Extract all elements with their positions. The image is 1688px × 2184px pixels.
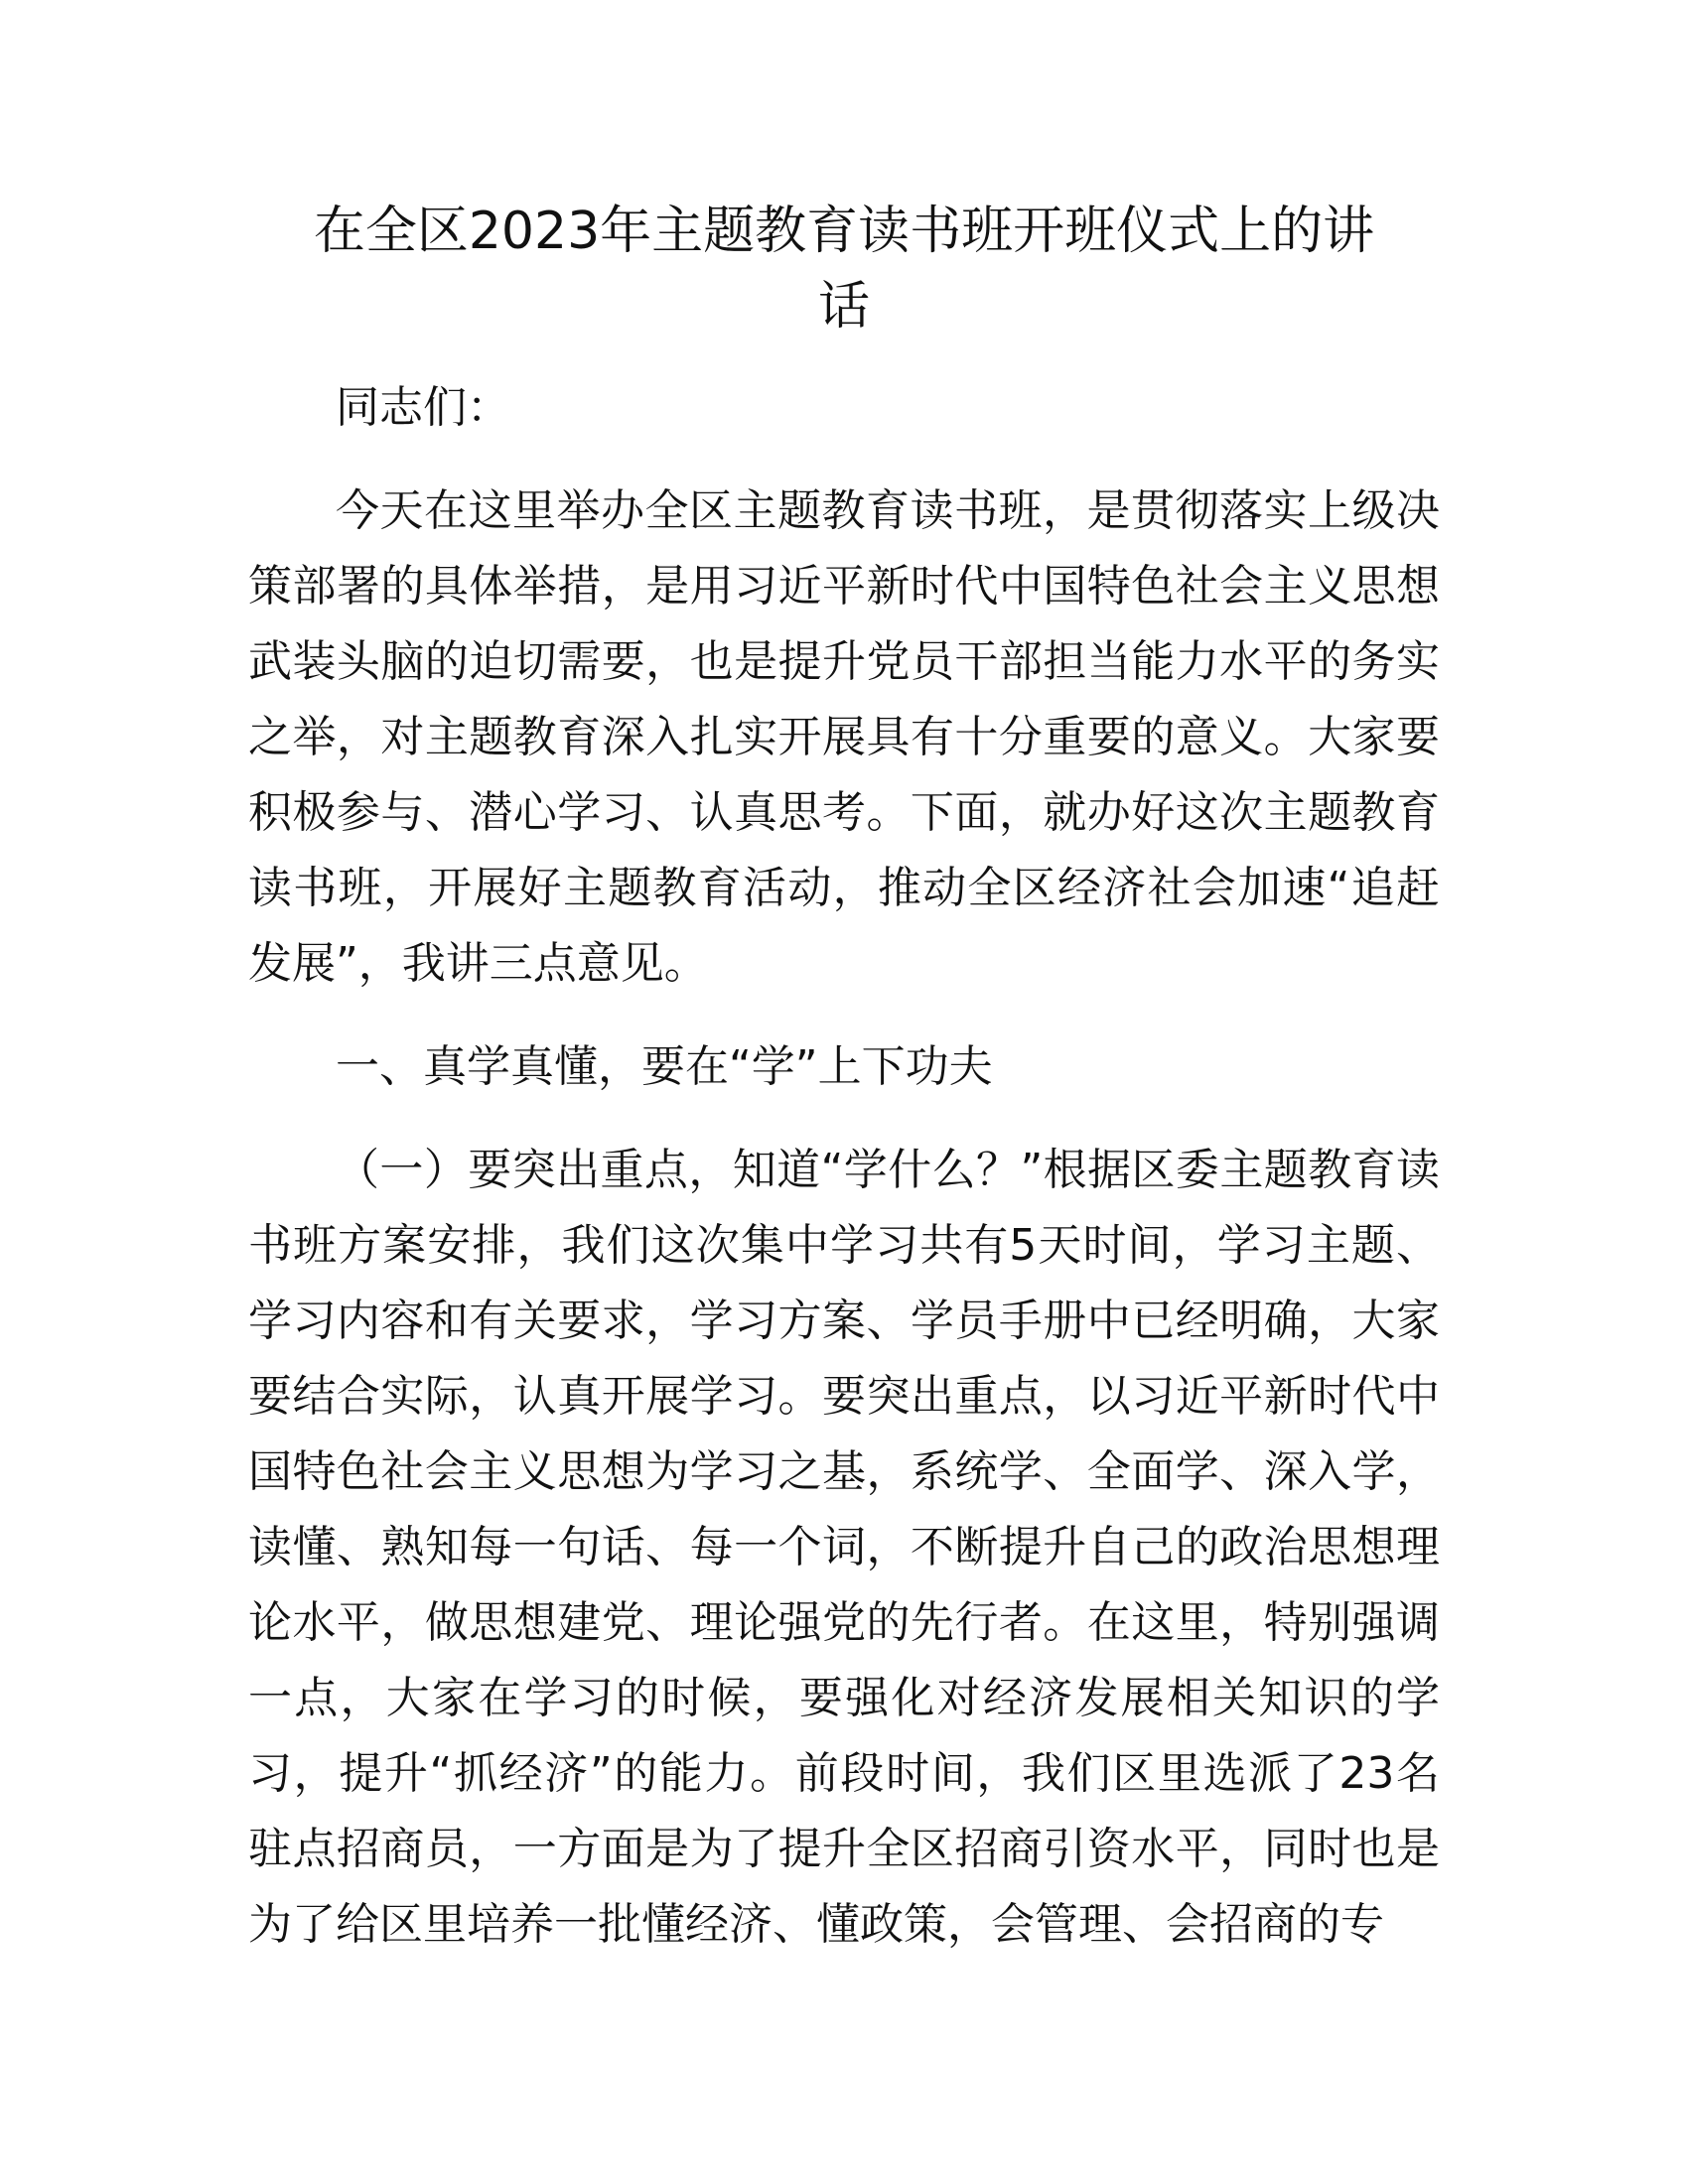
salutation: 同志们： [336, 382, 510, 433]
intro-paragraph: 今天在这里举办全区主题教育读书班，是贯彻落实上级决策部署的具体举措，是用习近平新时代中国特色社会主义思想武装头脑的迫切需要，也是提升党员干部担当能力水平的务实之举，对主题教育深入扎实开展具有十分重要的意义。大家要积极参与、潜心学习、认真思考。下面，就办好这次主题教育读书班，开展好主题教育活动，推动全区经济社会加速“追赶发展”，我讲三点意见。 [248, 485, 1440, 989]
subsection-paragraph-1: （一）要突出重点，知道“学什么？”根据区委主题教育读书班方案安排，我们这次集中学习共有5天时间，学习主题、学习内容和有关要求，学习方案、学员手册中已经明确，大家要结合实际，认真开展学习。要突出重点，以习近平新时代中国特色社会主义思想为学习之基，系统学、全面学、深入学，读懂、熟知每一句话、每一个词，不断提升自己的政治思想理论水平，做思想建党、理论强党的先行者。在这里，特别强调一点，大家在学习的时候，要强化对经济发展相关知识的学习，提升“抓经济”的能力。前段时间，我们区里选派了23名驻点招商员，一方面是为了提升全区招商引资水平，同时也是为了给区里培养一批懂经济、懂政策，会管理、会招商的专 [248, 1145, 1440, 1950]
section-heading-1: 一、真学真懂，要在“学”上下功夫 [336, 1041, 993, 1092]
title-line-2: 话 [817, 277, 870, 337]
title-line-1: 在全区2023年主题教育读书班开班仪式上的讲 [313, 202, 1375, 261]
document-page [248, 194, 1440, 1963]
document-title [248, 194, 1440, 344]
